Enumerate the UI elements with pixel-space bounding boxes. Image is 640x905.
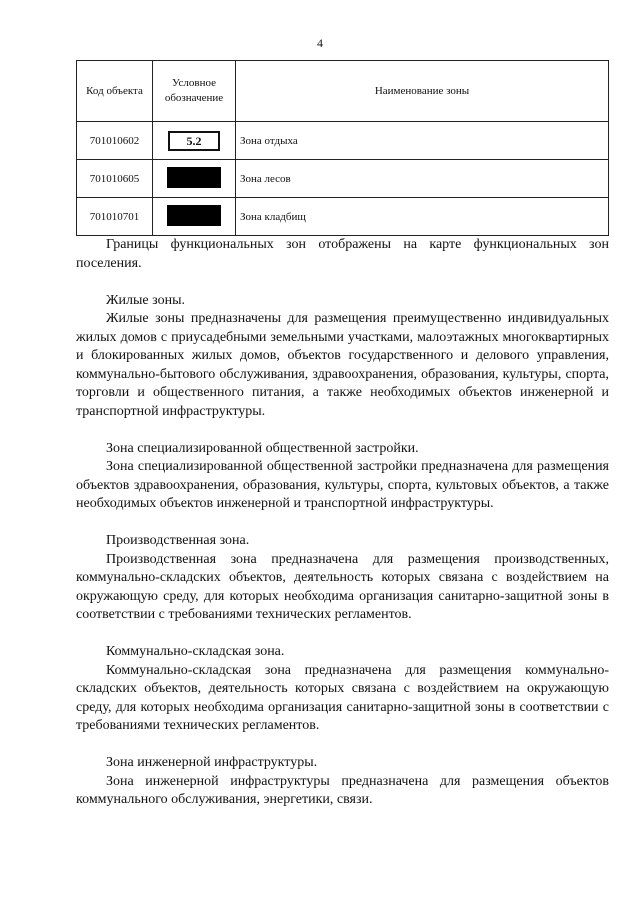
table-row xyxy=(77,122,609,160)
table-row xyxy=(77,160,609,198)
row-name: Зона лесов xyxy=(236,160,609,198)
residential-paragraph: Жилые зоны предназначены для размещения преимущественно индивидуальных жилых домов с приусадебными земельными участками, малоэтажных многоквартирных и блокированных жилых домов, объектов государственного и делового управления, коммунально-бытового обслуживания, здравоохранения, образования, культуры, спорта, торговли и общественного питания, а также необходимых объектов инженерной и транспортной инфраструктуры. xyxy=(76,311,609,419)
header-symbol: Условное обозначение xyxy=(153,61,236,122)
row-symbol-cell xyxy=(153,198,236,236)
row-name: Зона отдыха xyxy=(236,122,609,160)
table-header-row xyxy=(77,61,609,122)
page-number: 4 xyxy=(317,36,323,50)
header-code: Код объекта xyxy=(77,61,153,122)
engineering-paragraph: Зона инженерной инфраструктуры предназначена для размещения объектов коммунального обслуживания, энергетики, связи. xyxy=(76,773,609,807)
industrial-heading: Производственная зона. xyxy=(106,533,250,548)
table-row xyxy=(77,198,609,236)
row-symbol-cell xyxy=(153,160,236,198)
row-code: 701010701 xyxy=(77,198,153,236)
document-body xyxy=(76,236,609,810)
zone-symbol-box: 5.2 xyxy=(168,131,220,151)
public-heading: Зона специализированной общественной застройки. xyxy=(106,440,419,456)
row-name: Зона кладбищ xyxy=(236,198,609,236)
storage-paragraph: Коммунально-складская зона предназначена для размещения коммунально-складских объектов, деятельность которых связана с воздействием на окружающую среду, для которых необходима организация санитарно-защитной зоны в соответствии с требованиями технических регламентов. xyxy=(76,662,609,733)
row-code: 701010602 xyxy=(77,122,153,160)
zone-symbol-black-swatch xyxy=(167,205,221,226)
row-symbol-cell xyxy=(153,122,236,160)
zone-symbol-black-swatch xyxy=(167,167,221,188)
public-paragraph: Зона специализированной общественной застройки предназначена для размещения объектов здравоохранения, образования, культуры, спорта, культовых объектов, а также необходимых объектов инженерной и транспортной инфраструктуры. xyxy=(76,459,609,511)
header-name: Наименование зоны xyxy=(236,61,609,122)
intro-paragraph: Границы функциональных зон отображены на карте функциональных зон поселения. xyxy=(76,237,609,271)
row-code: 701010605 xyxy=(77,160,153,198)
storage-heading: Коммунально-складская зона. xyxy=(106,644,285,659)
residential-heading: Жилые зоны. xyxy=(106,292,185,308)
zones-table xyxy=(76,60,609,236)
industrial-paragraph: Производственная зона предназначена для размещения производственных, коммунально-складских объектов, деятельность которых связана с воздействием на окружающую среду, для которых необходима организация санитарно-защитной зоны в соответствии с требованиями технических регламентов. xyxy=(76,551,609,622)
engineering-heading: Зона инженерной инфраструктуры. xyxy=(106,755,318,770)
